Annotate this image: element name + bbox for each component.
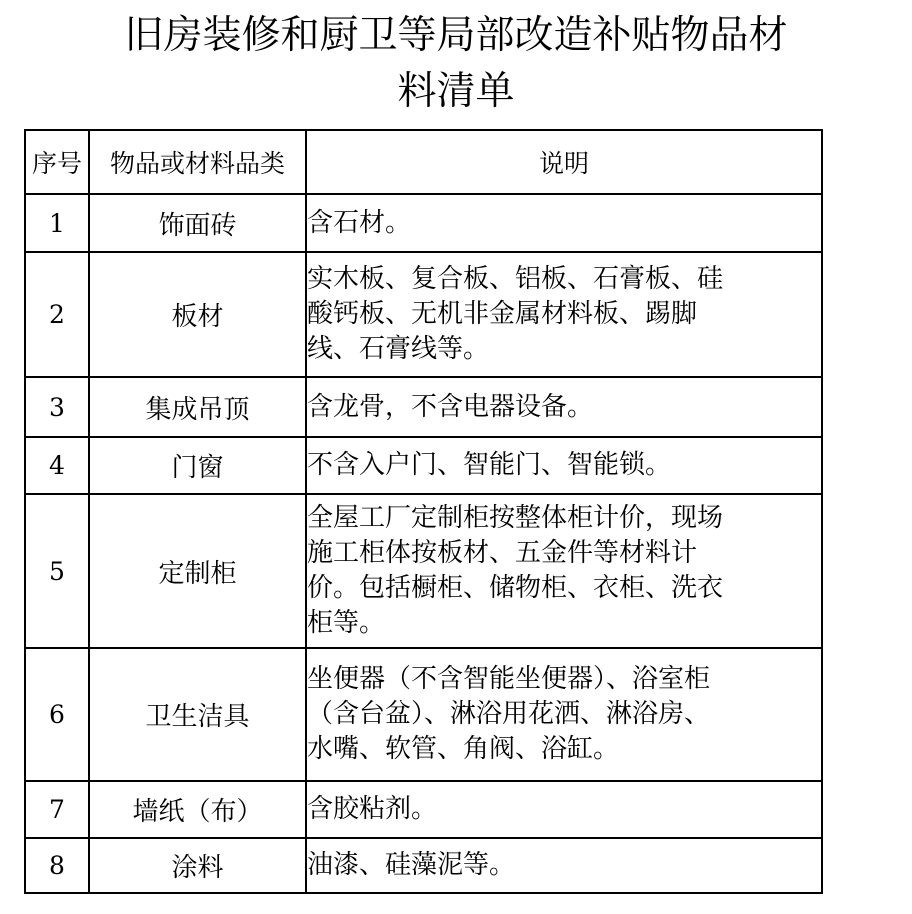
row-index: 8 <box>25 838 89 893</box>
row-category: 卫生洁具 <box>89 648 306 781</box>
header-index: 序号 <box>25 130 89 194</box>
table-body <box>25 194 822 893</box>
table-row <box>25 377 822 437</box>
row-index: 7 <box>25 781 89 838</box>
row-description-line: 线、石膏线等。 <box>307 334 490 364</box>
row-description-line: 水嘴、软管、角阀、浴缸。 <box>307 734 620 764</box>
row-index: 5 <box>25 494 89 648</box>
row-description-line: 含胶粘剂。 <box>307 794 438 824</box>
row-description-line: （含台盆）、淋浴用花洒、淋浴房、 <box>307 699 711 729</box>
row-description <box>306 437 822 494</box>
table-row <box>25 494 822 648</box>
row-description-line: 含龙骨，不含电器设备。 <box>307 391 594 422</box>
row-description <box>306 252 822 377</box>
row-index: 2 <box>25 252 89 377</box>
row-description-line: 价。包括橱柜、储物柜、衣柜、洗衣 <box>307 573 724 603</box>
row-category: 饰面砖 <box>89 194 306 252</box>
row-index: 3 <box>25 377 89 437</box>
document-title-line-2: 料清单 <box>397 69 515 114</box>
row-description-line: 坐便器（不含智能坐便器）、浴室柜 <box>307 664 711 694</box>
table-row <box>25 781 822 838</box>
row-description-line: 油漆、硅藻泥等。 <box>307 850 516 880</box>
row-index: 1 <box>25 194 89 252</box>
row-index: 6 <box>25 648 89 781</box>
row-description <box>306 648 822 781</box>
subsidy-items-table <box>24 129 823 894</box>
row-category: 墙纸（布） <box>89 781 306 838</box>
table-row <box>25 194 822 252</box>
row-description-line: 柜等。 <box>307 608 386 638</box>
row-description <box>306 838 822 893</box>
row-description-line: 施工柜体按板材、五金件等材料计 <box>307 538 698 568</box>
row-description-line: 含石材。 <box>307 207 412 238</box>
row-category: 门窗 <box>89 437 306 494</box>
header-category: 物品或材料品类 <box>89 130 306 194</box>
row-description-line: 实木板、复合板、铝板、石膏板、硅 <box>307 264 724 294</box>
document-title <box>0 8 912 120</box>
row-category: 涂料 <box>89 838 306 893</box>
row-description-line: 酸钙板、无机非金属材料板、踢脚 <box>307 299 698 329</box>
table-row <box>25 838 822 893</box>
table-row <box>25 252 822 377</box>
table-header-row <box>25 130 822 194</box>
row-description-line: 全屋工厂定制柜按整体柜计价，现场 <box>307 503 724 533</box>
row-description <box>306 781 822 838</box>
table-row <box>25 437 822 494</box>
row-description-line: 不含入户门、智能门、智能锁。 <box>307 450 672 480</box>
header-description: 说明 <box>306 130 822 194</box>
row-description <box>306 377 822 437</box>
row-index: 4 <box>25 437 89 494</box>
row-category: 定制柜 <box>89 494 306 648</box>
row-description <box>306 194 822 252</box>
document-title-line-1: 旧房装修和厨卫等局部改造补贴物品材 <box>124 13 788 58</box>
row-category: 集成吊顶 <box>89 377 306 437</box>
table-row <box>25 648 822 781</box>
row-category: 板材 <box>89 252 306 377</box>
row-description <box>306 494 822 648</box>
